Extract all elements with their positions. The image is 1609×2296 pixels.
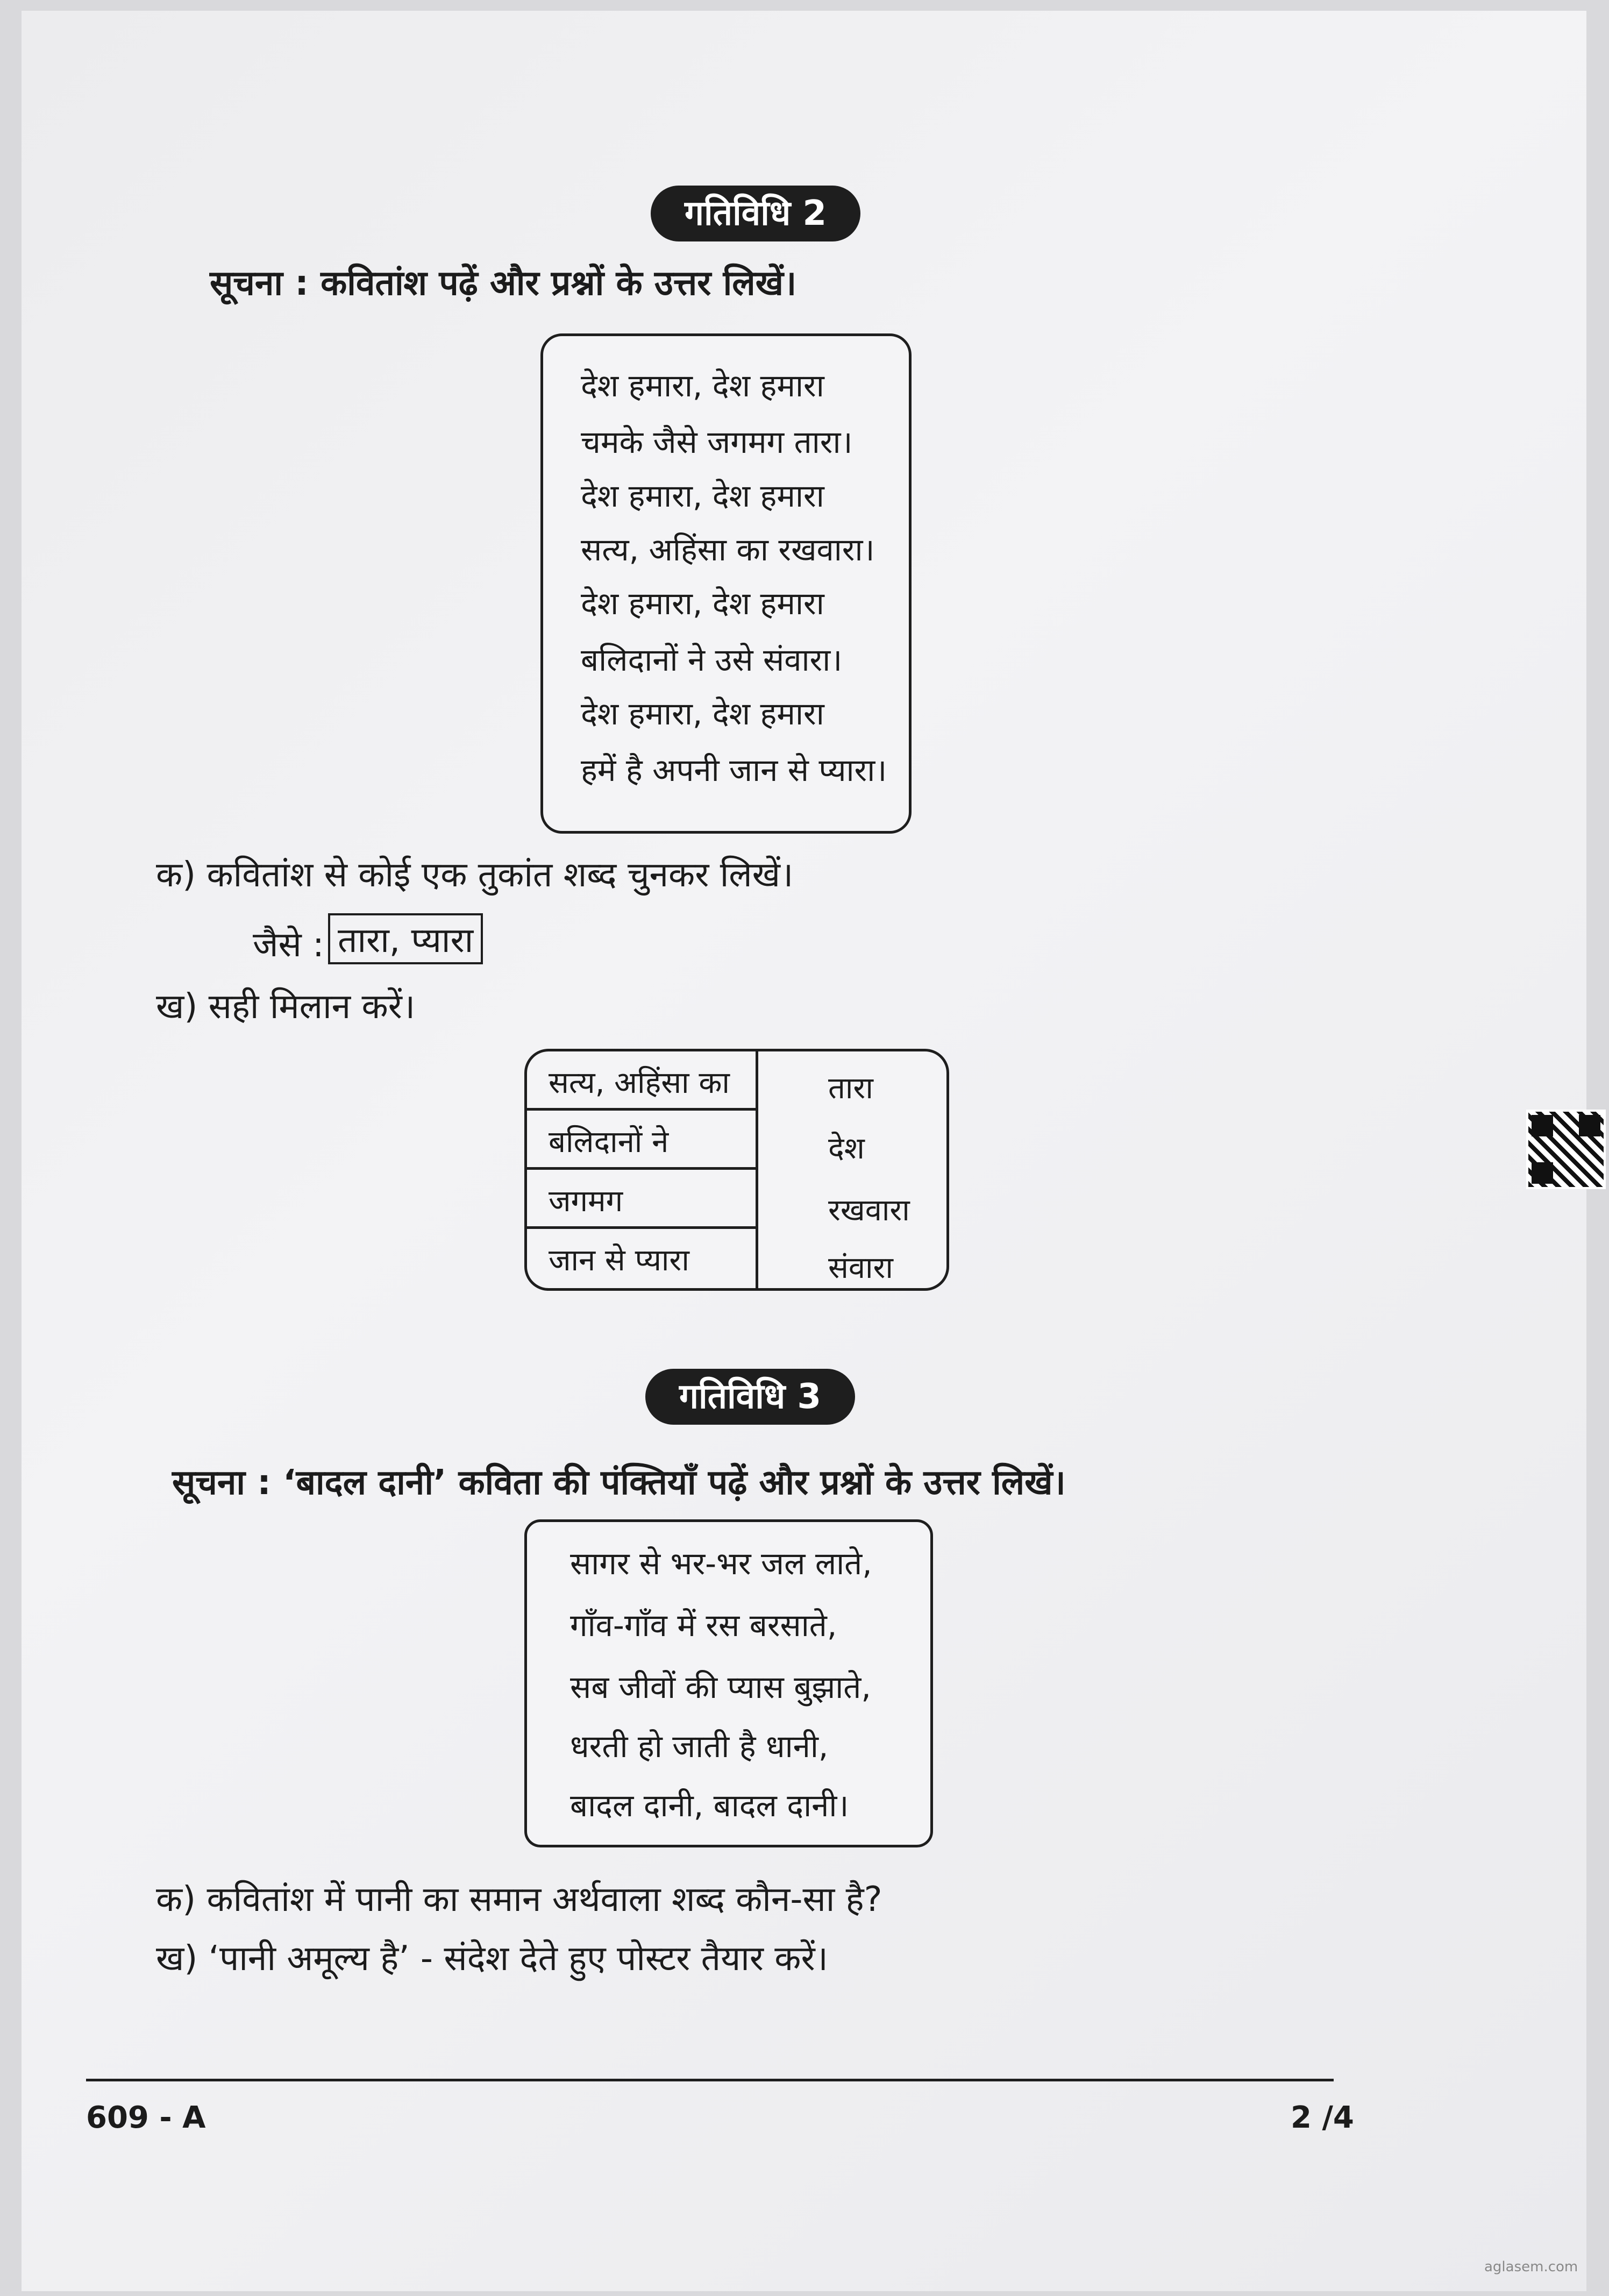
activity2-instruction: सूचना : कवितांश पढ़ें और प्रश्नों के उत्तर लिखें। xyxy=(210,264,797,303)
poem-line: देश हमारा, देश हमारा xyxy=(581,367,824,404)
page-number: 2 /4 xyxy=(1291,2100,1354,2135)
match-left-item: बलिदानों ने xyxy=(549,1125,669,1160)
footer-rule xyxy=(86,2079,1334,2081)
activity2-question-ka: क) कवितांश से कोई एक तुकांत शब्द चुनकर लिखें। xyxy=(156,855,794,895)
match-divider xyxy=(527,1226,756,1229)
match-right-item: संवारा xyxy=(828,1250,893,1285)
activity3-poem-box xyxy=(524,1519,933,1847)
match-right-item: देश xyxy=(828,1131,865,1166)
match-left-item: जान से प्यारा xyxy=(549,1243,689,1278)
poem-line: देश हमारा, देश हमारा xyxy=(581,478,824,514)
poem-line: चमके जैसे जगमग तारा। xyxy=(581,424,853,460)
match-right-item: तारा xyxy=(828,1071,873,1106)
match-left-item: जगमग xyxy=(549,1184,623,1219)
activity3-question-kha: ख) ‘पानी अमूल्य है’ - संदेश देते हुए पोस्टर तैयार करें। xyxy=(156,1939,828,1979)
watermark: aglasem.com xyxy=(1484,2259,1578,2275)
activity2-poem-box xyxy=(540,333,912,834)
poem-line: सागर से भर-भर जल लाते, xyxy=(570,1545,872,1582)
poem-line: देश हमारा, देश हमारा xyxy=(581,585,824,622)
example-answer-box: तारा, प्यारा xyxy=(328,913,483,964)
activity3-title: गतिविधि 3 xyxy=(645,1369,855,1425)
example-label: जैसे : xyxy=(253,925,324,965)
activity2-question-kha: ख) सही मिलान करें। xyxy=(156,987,416,1027)
activity3-question-ka: क) कवितांश में पानी का समान अर्थवाला शब्द कौन-सा है? xyxy=(156,1880,882,1920)
poem-line: बलिदानों ने उसे संवारा। xyxy=(581,642,843,678)
match-left-item: सत्य, अहिंसा का xyxy=(549,1065,730,1100)
poem-line: बादल दानी, बादल दानी। xyxy=(570,1787,849,1824)
poem-line: देश हमारा, देश हमारा xyxy=(581,695,824,732)
activity3-instruction: सूचना : ‘बादल दानी’ कविता की पंक्तियाँ पढ़ें और प्रश्नों के उत्तर लिखें। xyxy=(172,1463,1066,1503)
match-divider-vertical xyxy=(756,1051,758,1288)
poem-line: सब जीवों की प्यास बुझाते, xyxy=(570,1669,871,1705)
match-divider xyxy=(527,1108,756,1111)
activity2-title: गतिविधि 2 xyxy=(651,186,860,241)
qr-code-icon xyxy=(1526,1110,1606,1189)
poem-line: गाँव-गाँव में रस बरसाते, xyxy=(570,1607,837,1644)
paper-code: 609 - A xyxy=(86,2100,206,2135)
match-right-item: रखवारा xyxy=(828,1193,910,1228)
poem-line: धरती हो जाती है धानी, xyxy=(570,1728,829,1765)
match-table xyxy=(524,1049,949,1291)
match-divider xyxy=(527,1167,756,1170)
exam-page xyxy=(22,11,1586,2291)
poem-line: सत्य, अहिंसा का रखवारा। xyxy=(581,531,875,568)
poem-line: हमें है अपनी जान से प्यारा। xyxy=(581,752,887,788)
